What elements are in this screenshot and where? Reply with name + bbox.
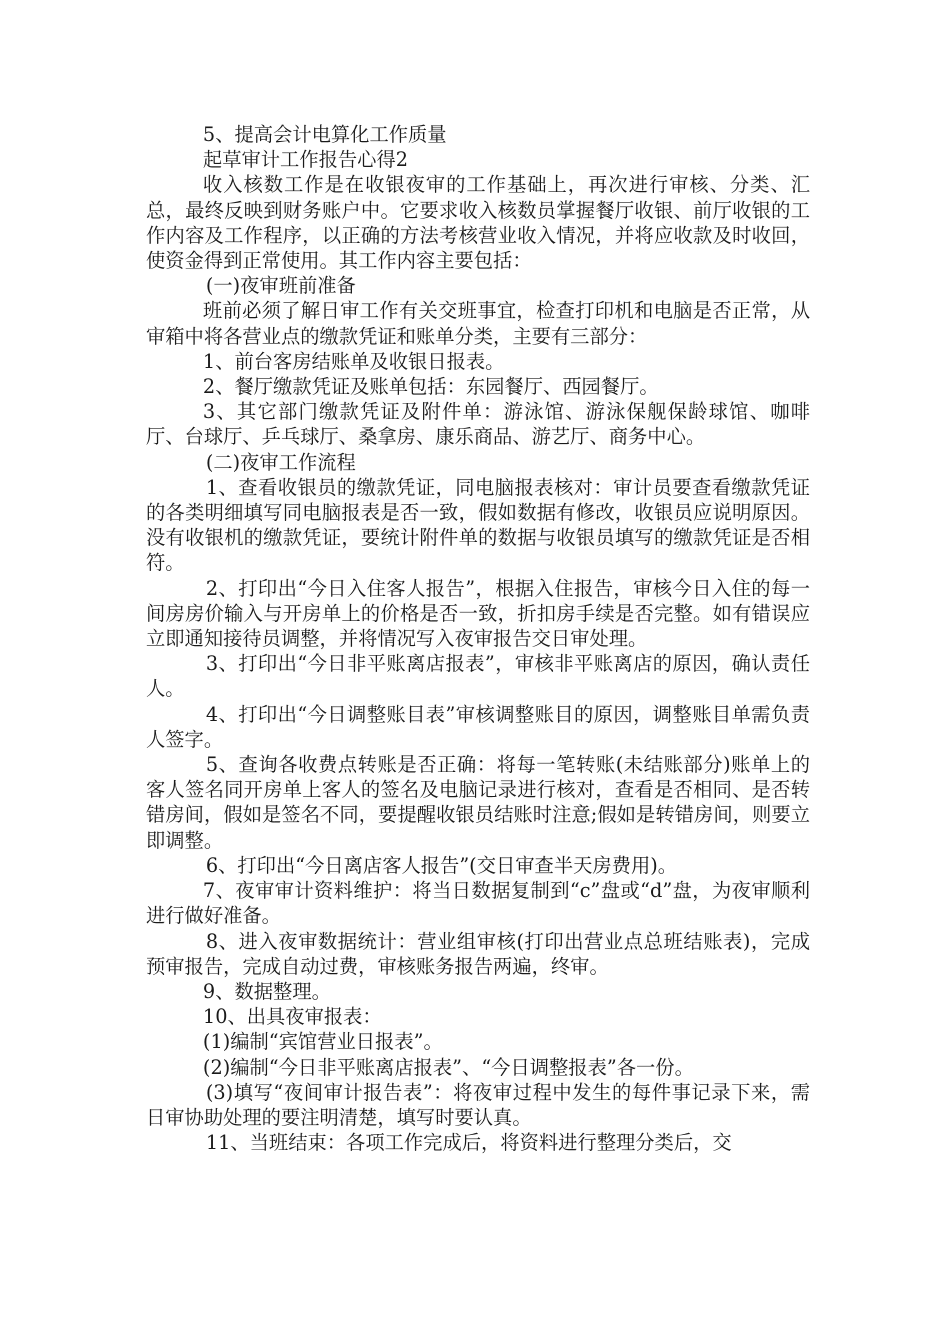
- workflow-step: 11、当班结束：各项工作完成后，将资料进行整理分类后，交: [205, 1131, 732, 1155]
- report-item: (3)填写“夜间审计报告表”：将夜审过程中发生的每件事记录下来，需日审协助处理的要注明清楚，填写时要认真。: [146, 1080, 810, 1129]
- workflow-step: 6、打印出“今日离店客人报告”(交日审查半天房费用)。: [205, 853, 678, 877]
- document-page: [146, 122, 810, 1155]
- workflow-step: 5、查询各收费点转账是否正确：将每一笔转账(未结账部分)账单上的客人签名同开房单上客人的签名及电脑记录进行核对，查看是否相同、是否转错房间，假如是签名不同，要提醒收银员结账时注意;假如是转错房间，则要立即调整。: [146, 753, 810, 852]
- workflow-step: 2、打印出“今日入住客人报告”，根据入住报告，审核今日入住的每一间房房价输入与开房单上的价格是否一致，折扣房手续是否完整。如有错误应立即通知接待员调整，并将情况写入夜审报告交日审处理。: [146, 576, 810, 651]
- report-item: (2)编制“今日非平账离店报表”、“今日调整报表”各一份。: [202, 1055, 694, 1079]
- workflow-step: 7、夜审审计资料维护：将当日数据复制到“c”盘或“d”盘，为夜审顺利进行做好准备。: [146, 879, 810, 928]
- intro-paragraph: 收入核数工作是在收银夜审的工作基础上，再次进行审核、分类、汇总，最终反映到财务账户中。它要求收入核数员掌握餐厅收银、前厅收银的工作内容及工作程序，以正确的方法考核营业收入情况，并将应收款及时收回，使资金得到正常使用。其工作内容主要包括：: [146, 173, 810, 273]
- workflow-step: 4、打印出“今日调整账目表”审核调整账目的原因，调整账目单需负责人签字。: [146, 702, 810, 751]
- preparation-paragraph: 班前必须了解日审工作有关交班事宜，检查打印机和电脑是否正常，从审箱中将各营业点的缴款凭证和账单分类，主要有三部分：: [146, 299, 810, 348]
- section-heading: 起草审计工作报告心得2: [202, 148, 409, 172]
- list-item-5: 5、提高会计电算化工作质量: [202, 123, 447, 146]
- list-item: 2、餐厅缴款凭证及账单包括：东园餐厅、西园餐厅。: [202, 375, 659, 399]
- workflow-step: 10、出具夜审报表：: [202, 1005, 382, 1029]
- list-item: 1、前台客房结账单及收银日报表。: [202, 349, 505, 373]
- workflow-step: 1、查看收银员的缴款凭证，同电脑报表核对：审计员要查看缴款凭证的各类明细填写同电脑报表是否一致，假如数据有修改，收银员应说明原因。没有收银机的缴款凭证，要统计附件单的数据与收银员填写的缴款凭证是否相符。: [146, 475, 810, 575]
- workflow-step: 8、进入夜审数据统计：营业组审核(打印出营业点总班结账表)，完成预审报告，完成自动过费，审核账务报告两遍，终审。: [146, 929, 810, 978]
- workflow-step: 3、打印出“今日非平账离店报表”，审核非平账离店的原因，确认责任人。: [146, 652, 810, 701]
- subheading-workflow: (二)夜审工作流程: [205, 450, 356, 474]
- report-item: (1)编制“宾馆营业日报表”。: [202, 1030, 443, 1054]
- subheading-preparation: (一)夜审班前准备: [205, 274, 356, 298]
- list-item: 3、其它部门缴款凭证及附件单：游泳馆、游泳保舰保龄球馆、咖啡厅、台球厅、乒乓球厅、桑拿房、康乐商品、游艺厅、商务中心。: [146, 400, 810, 449]
- workflow-step: 9、数据整理。: [202, 979, 331, 1003]
